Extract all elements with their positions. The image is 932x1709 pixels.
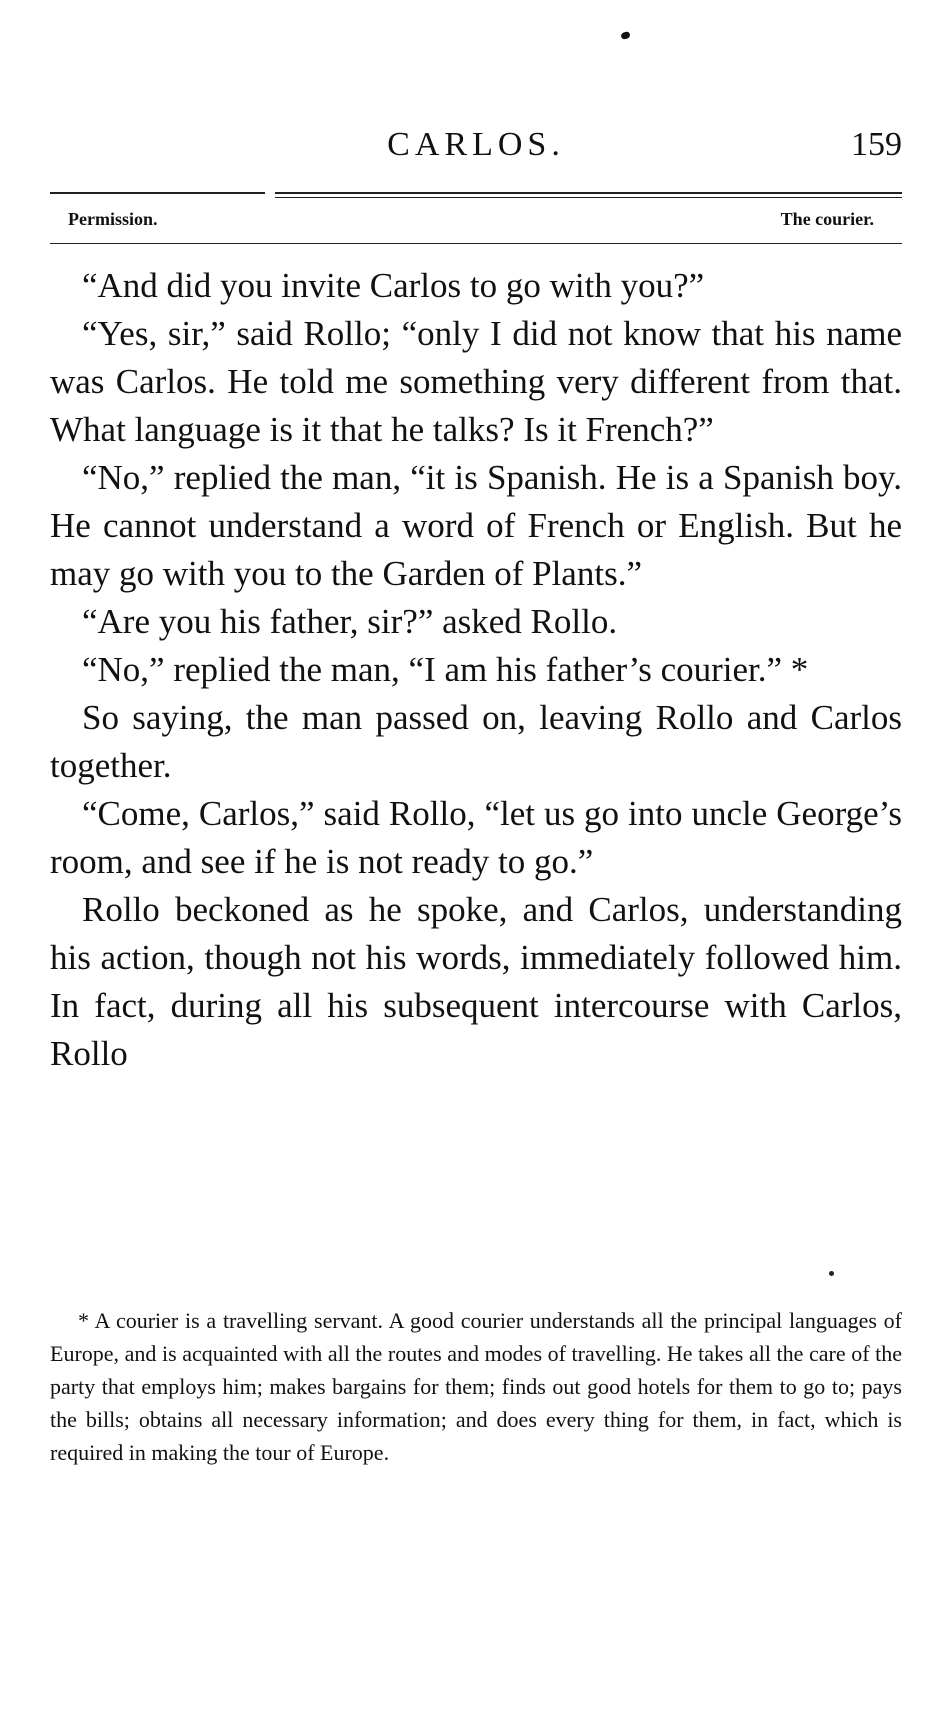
running-title: CARLOS.	[387, 126, 565, 163]
header-rule-thin	[275, 197, 902, 198]
paragraph: “No,” replied the man, “it is Spanish. He is a Spanish boy. He cannot understand a word of French or English. But he may go with you to the Garden of Plants.”	[50, 458, 902, 593]
subhead-right: The courier.	[780, 209, 874, 229]
paragraph: “Come, Carlos,” said Rollo, “let us go into uncle George’s room, and see if he is not ready to go.”	[50, 794, 902, 881]
paragraph: So saying, the man passed on, leaving Rollo and Carlos together.	[50, 698, 902, 785]
subhead-rule	[50, 243, 902, 244]
paragraph: “And did you invite Carlos to go with you?”	[82, 266, 705, 305]
ink-speck	[829, 1271, 834, 1276]
ink-speck	[620, 31, 630, 40]
paragraph: Rollo beckoned as he spoke, and Carlos, understanding his action, though not his words, immediately followed him. In fact, during all his subsequent intercourse with Carlos, Rollo	[50, 890, 902, 1073]
paragraph: “No,” replied the man, “I am his father’s courier.” *	[82, 650, 809, 689]
subhead-left: Permission.	[68, 209, 158, 229]
footnote-text: * A courier is a travelling servant. A good courier understands all the principal languages of Europe, and is acquainted with all the routes and modes of travelling. He takes all the care of the party that employs him; makes bargains for them; finds out good hotels for them to go to; pays the bills; obtains all necessary information; and does every thing for them, in fact, which is required in making the tour of Europe.	[50, 1308, 902, 1465]
header-rule-right	[275, 192, 902, 194]
header-rule-left	[50, 192, 265, 194]
paragraph: “Yes, sir,” said Rollo; “only I did not know that his name was Carlos. He told me something very different from that. What language is it that he talks? Is it French?”	[50, 314, 902, 449]
footnote	[50, 1304, 902, 1469]
running-head	[50, 122, 902, 168]
page-number: 159	[851, 126, 902, 163]
body-text	[50, 262, 902, 1078]
paragraph: “Are you his father, sir?” asked Rollo.	[82, 602, 618, 641]
